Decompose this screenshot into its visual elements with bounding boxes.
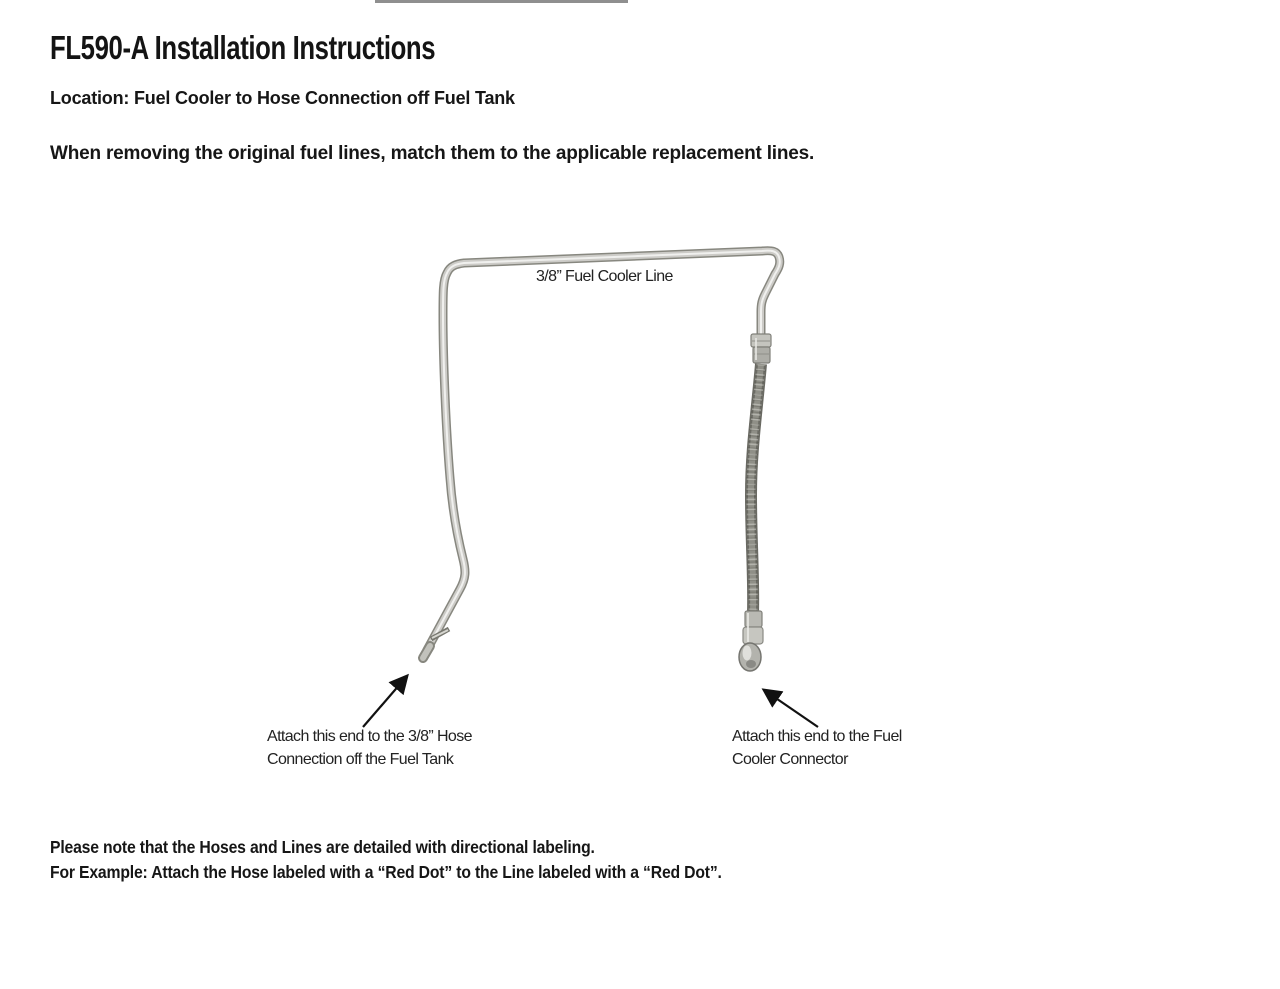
left-callout-label xyxy=(267,725,472,771)
right-callout-line1: Attach this end to the Fuel xyxy=(732,728,902,745)
metal-line-graphic xyxy=(423,251,780,658)
right-callout-line2: Cooler Connector xyxy=(732,751,848,768)
location-line: Location: Fuel Cooler to Hose Connection off Fuel Tank xyxy=(50,88,515,108)
hose-end-connector xyxy=(739,611,763,671)
left-callout-line2: Connection off the Fuel Tank xyxy=(267,751,454,768)
left-callout-line1: Attach this end to the 3/8” Hose xyxy=(267,728,472,745)
fuel-cooler-line-label: 3/8” Fuel Cooler Line xyxy=(536,268,673,285)
coupling-nut xyxy=(751,334,771,363)
tip-nub xyxy=(423,646,430,658)
page-title: FL590-A Installation Instructions xyxy=(50,29,436,66)
right-callout-arrow xyxy=(764,690,818,727)
braided-hose-graphic xyxy=(751,364,761,613)
removal-note: When removing the original fuel lines, match them to the applicable replacement lines. xyxy=(50,143,815,164)
right-callout-label xyxy=(732,725,902,771)
left-callout-arrow xyxy=(363,676,407,727)
footer-line2: For Example: Attach the Hose labeled with a “Red Dot” to the Line labeled with a “Red Dot”. xyxy=(50,861,722,882)
directional-labeling-note xyxy=(50,835,722,884)
footer-line1: Please note that the Hoses and Lines are detailed with directional labeling. xyxy=(50,837,595,857)
